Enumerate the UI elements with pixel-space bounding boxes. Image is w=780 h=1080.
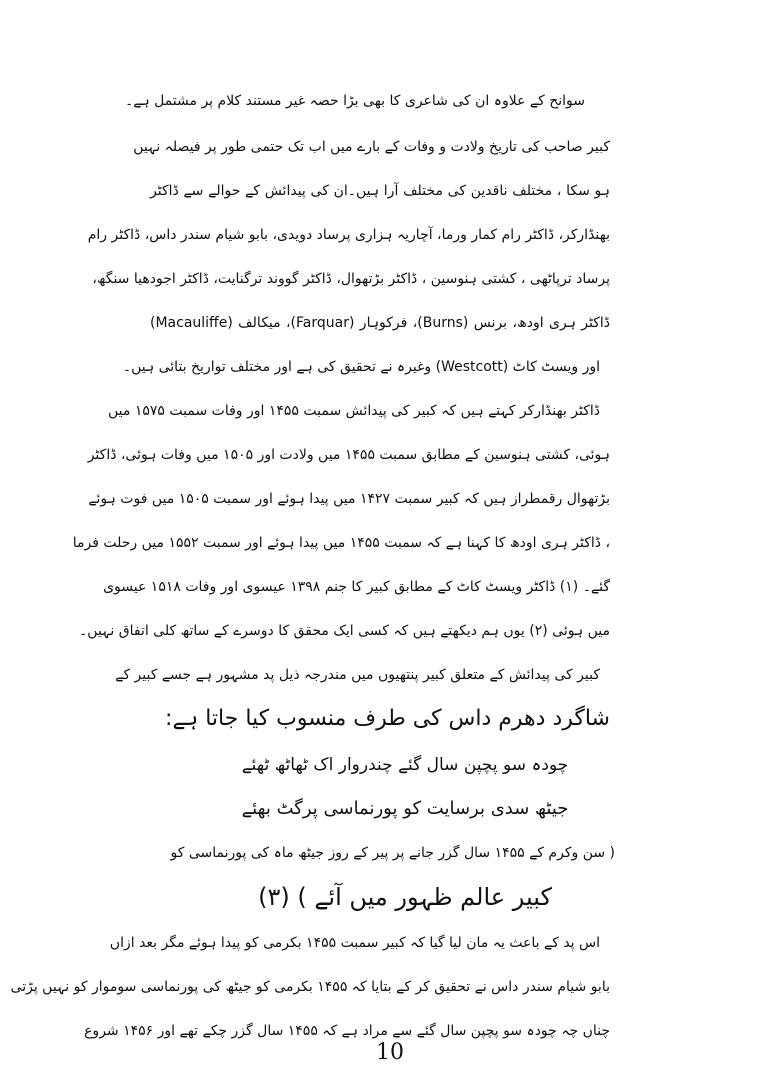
text-line-5: پرساد ترپاٹھی ، کشتی ہنوسین ، ڈاکٹر بڑتھوال، ڈاکٹر گووند ترگنایت، ڈاکٹر اجودھیا سنگھ، [92, 271, 610, 287]
verse-translation-line-1: ( سن وکرم کے ۱۴۵۵ سال گزر جانے پر پیر کے روز جیٹھ ماہ کی پورنماسی کو [170, 845, 615, 861]
text-line-2: کبیر صاحب کی تاریخ ولادت و وفات کے بارے میں اب تک حتمی طور پر فیصلہ نہیں [133, 139, 610, 155]
text-line-9: ہوئی، کشتی ہنوسین کے مطابق سمبت ۱۴۵۵ میں ولادت اور ۱۵۰۵ میں وفات ہوئی، ڈاکٹر [87, 447, 610, 463]
text-line-14: کبیر کی پیدائش کے متعلق کبیر پنتھیوں میں مندرجہ ذیل پد مشہور ہے جسے کبیر کے [115, 667, 600, 683]
text-line-15: شاگرد دھرم داس کی طرف منسوب کیا جاتا ہے: [165, 706, 610, 731]
text-line-16: اس پد کے باعث یہ مان لیا گیا کہ کبیر سمبت ۱۴۵۵ بکرمی کو پیدا ہوئے مگر بعد ازاں [109, 935, 600, 951]
text-line-4: بھنڈارکر، ڈاکٹر رام کمار ورما، آچاریہ ہزاری پرساد دویدی، بابو شیام سندر داس، ڈاکٹر رام [87, 227, 610, 243]
text-line-8: ڈاکٹر بھنڈارکر کہتے ہیں کہ کبیر کی پیدائش سمبت ۱۴۵۵ اور وفات سمبت ۱۵۷۵ میں [108, 403, 600, 419]
text-line-13: میں ہوئی (۲) یوں ہم دیکھتے ہیں کہ کسی ایک محقق کا دوسرے کے ساتھ کلی اتفاق نہیں۔ [79, 623, 610, 639]
text-line-12: گئے۔ (۱) ڈاکٹر ویسٹ کاٹ کے مطابق کبیر کا جنم ۱۳۹۸ عیسوی اور وفات ۱۵۱۸ عیسوی [103, 579, 610, 595]
text-line-11: ، ڈاکٹر ہری اودھ کا کہنا ہے کہ سمبت ۱۴۵۵ میں پیدا ہوئے اور سمبت ۱۵۵۲ میں رحلت فرما [72, 535, 610, 551]
page-number: 10 [376, 1040, 404, 1065]
text-line-3: ہو سکا ، مختلف ناقدین کی مختلف آرا ہیں۔ان کی پیدائش کے حوالے سے ڈاکٹر [150, 183, 610, 199]
text-line-18: چناں چہ چودہ سو پچپن سال گئے سے مراد ہے کہ ۱۴۵۵ سال گزر چکے تھے اور ۱۴۵۶ شروع [84, 1023, 610, 1039]
verse-translation-line-2: کبیر عالم ظہور میں آئے ) (۳) [258, 883, 552, 911]
text-line-6: ڈاکٹر ہری اودھ، برنس (Burns)، فرکوہار (Farquar)، میکالف (Macauliffe) [150, 315, 611, 331]
text-line-17: بابو شیام سندر داس نے تحقیق کر کے بتایا کہ ۱۴۵۵ بکرمی کو جیٹھ کی پورنماسی سوموار کو نہیں پڑتی [10, 979, 610, 995]
text-line-10: بڑتھوال رقمطراز ہیں کہ کبیر سمبت ۱۴۲۷ میں پیدا ہوئے اور سمبت ۱۵۰۵ میں فوت ہوئے [88, 491, 610, 507]
text-line-7: اور ویسٹ کاٹ (Westcott) وغیرہ نے تحقیق کی ہے اور مختلف تواریخ بتائی ہیں۔ [122, 359, 600, 375]
verse-line-1: چودہ سو پچپن سال گئے چندروار اک ٹھاٹھ ٹھئے [241, 755, 569, 775]
text-line-1: سوانح کے علاوہ ان کی شاعری کا بھی بڑا حصہ غیر مستند کلام پر مشتمل ہے۔ [125, 93, 585, 109]
verse-line-2: جیٹھ سدی برسایت کو پورنماسی پرگٹ بھئے [241, 798, 569, 819]
